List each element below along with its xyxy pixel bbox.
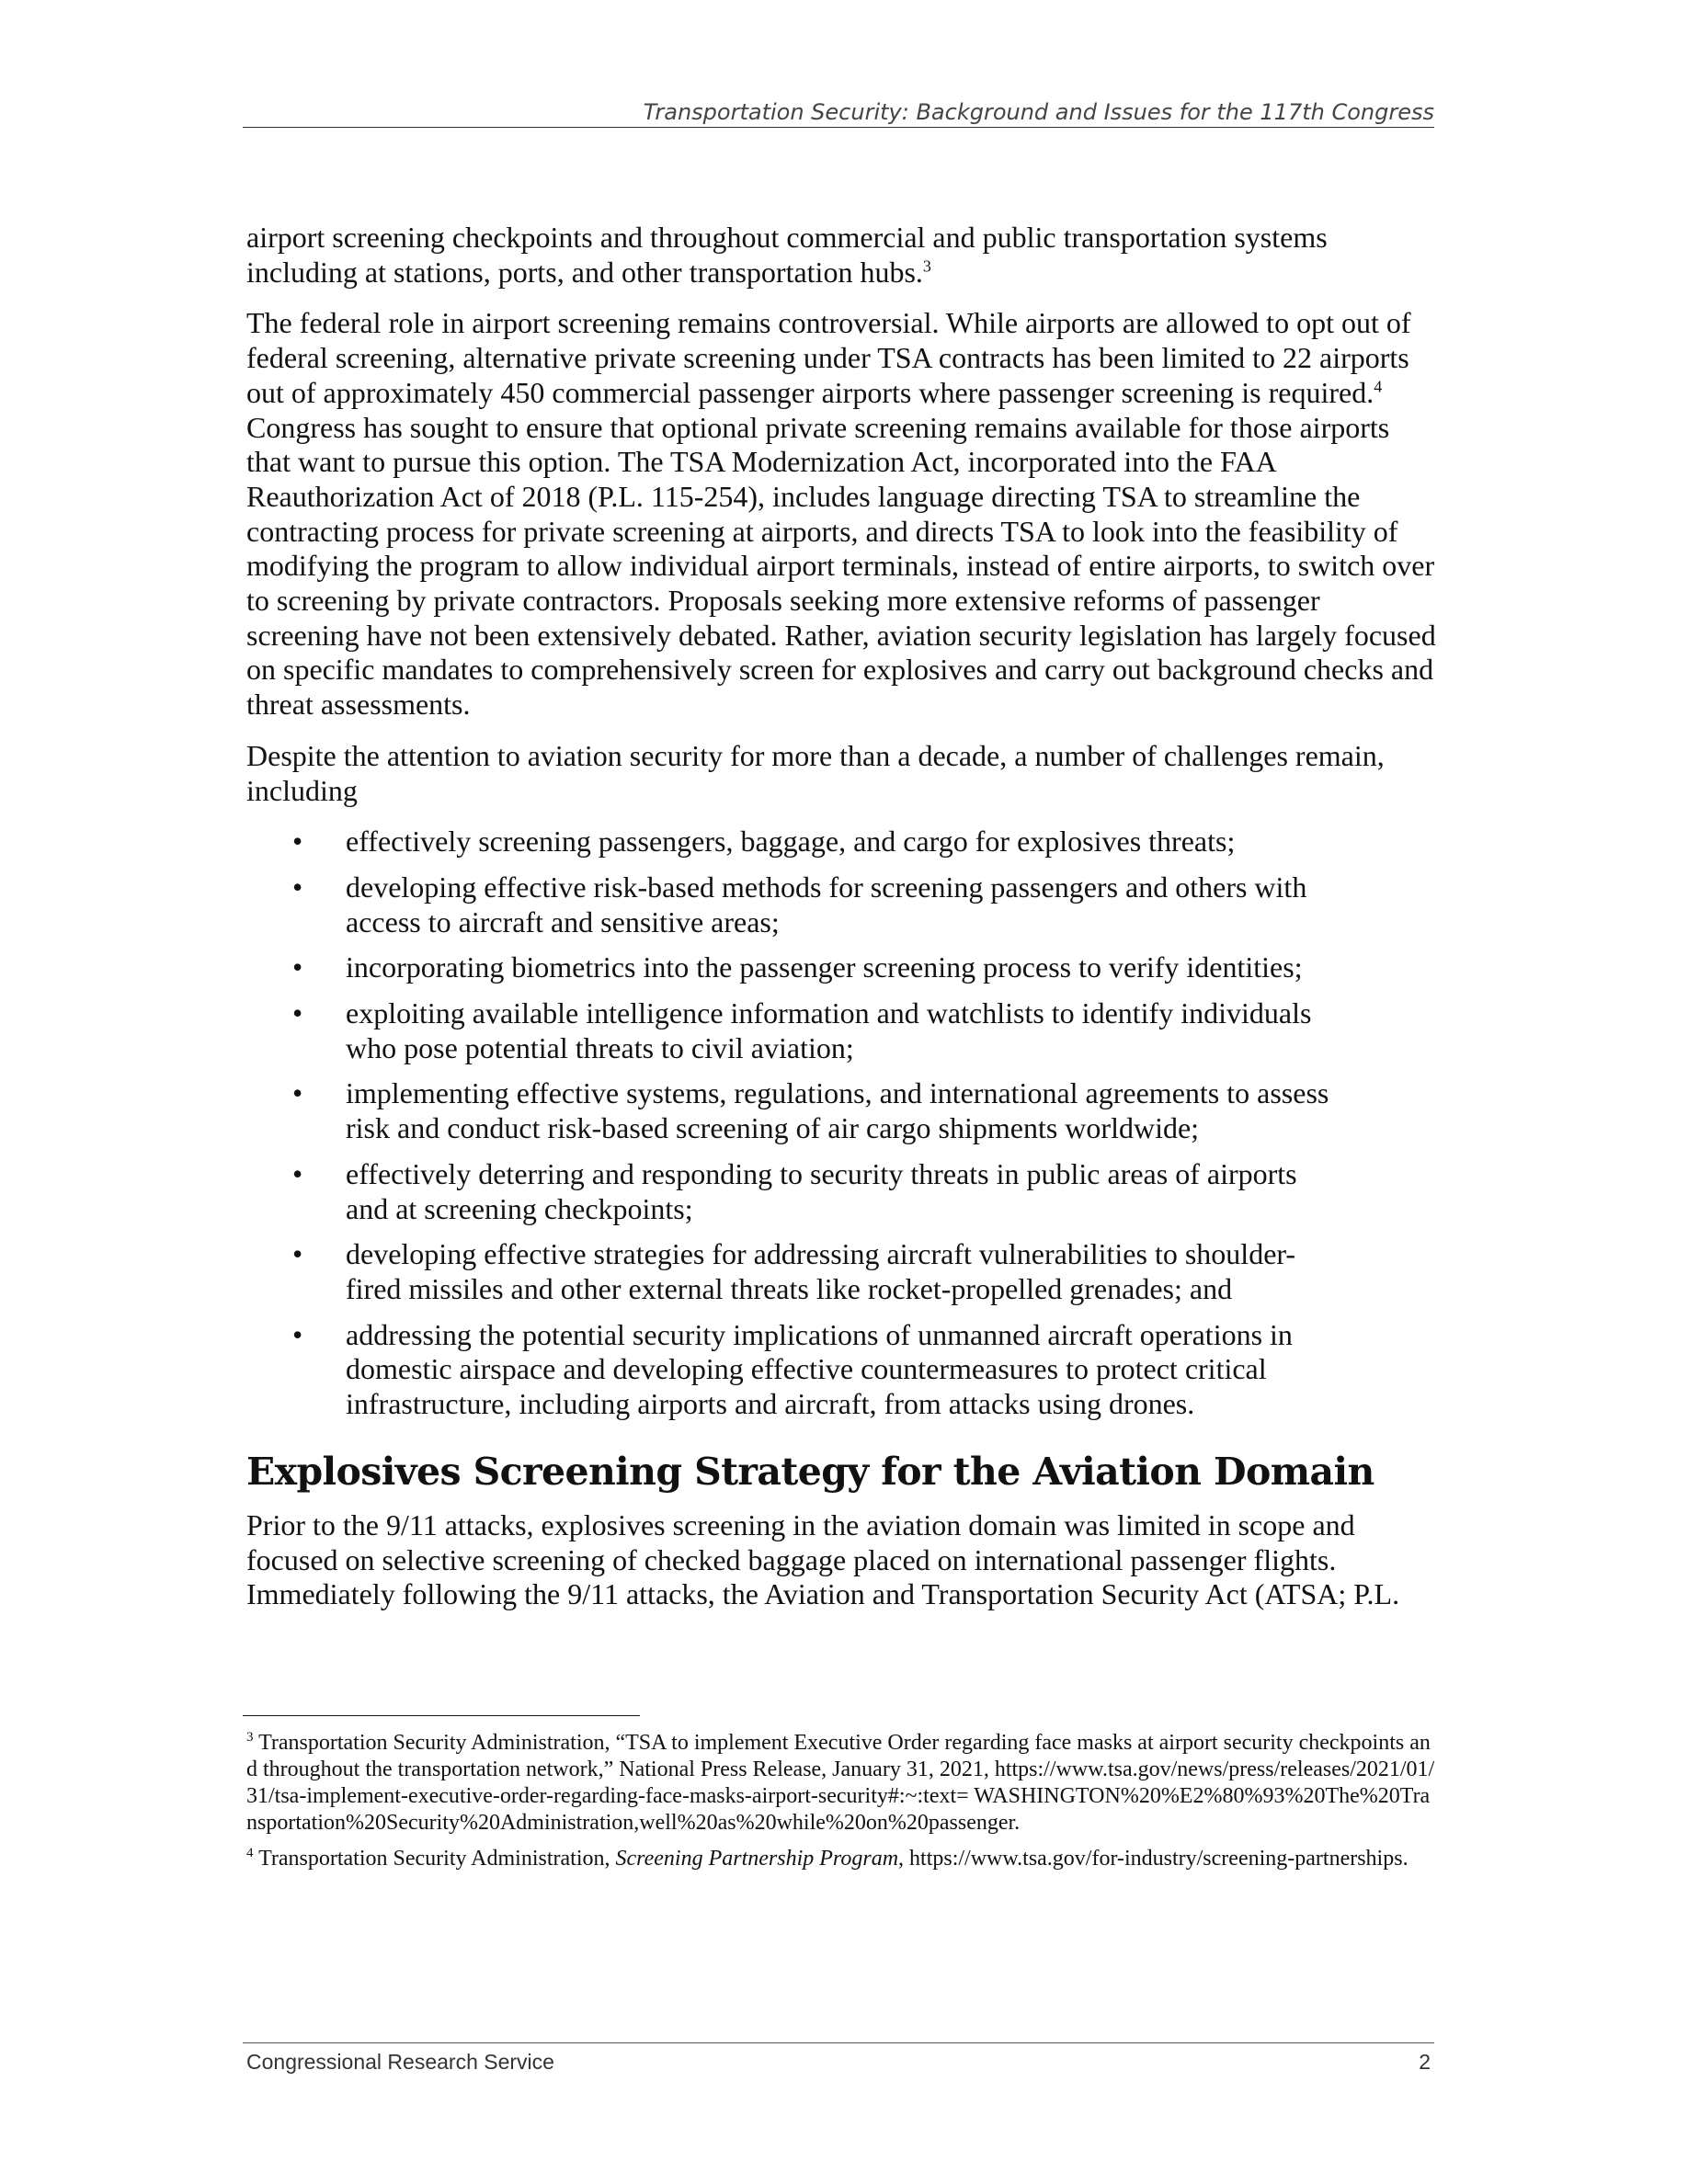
section-heading: Explosives Screening Strategy for the Aviation Domain [246, 1449, 1374, 1494]
list-item-text: developing effective strategies for addressing aircraft vulnerabilities to shoulder-fired missiles and other external threats like rocket-propelled grenades; and [346, 1237, 1296, 1305]
list-item-text: addressing the potential security implications of unmanned aircraft operations in domestic airspace and developing effective countermeasures to protect critical infrastructure, including airports and aircraft, from attacks using drones. [346, 1317, 1293, 1421]
footnote-text: , https://www.tsa.gov/for-industry/screening-partnerships. [898, 1847, 1409, 1871]
list-item [246, 1076, 1436, 1145]
footnote-ref-4[interactable]: 4 [1374, 377, 1383, 396]
bullet-icon: • [292, 950, 303, 984]
list-item [246, 825, 1436, 859]
footnotes [246, 1730, 1436, 1882]
footnote-text: Transportation Security Administration, [253, 1847, 616, 1871]
bullet-icon: • [292, 1156, 303, 1190]
footer-rule [243, 2042, 1434, 2043]
list-item-text: effectively screening passengers, baggage, and cargo for explosives threats; [346, 825, 1236, 859]
list-item-text: effectively deterring and responding to security threats in public areas of airports and at screening checkpoints; [346, 1156, 1297, 1225]
list-item [246, 1318, 1436, 1422]
footnote-3 [246, 1730, 1436, 1837]
list-item-text: developing effective risk-based methods for screening passengers and others with access to aircraft and sensitive areas; [346, 870, 1307, 938]
list-item-text: incorporating biometrics into the passenger screening process to verify identities; [346, 950, 1303, 984]
paragraph-explosives-screening: Prior to the 9/11 attacks, explosives screening in the aviation domain was limited in scope and focused on selective screening of checked baggage placed on international passenger flights. Immediately following the 9/11 attacks, the Aviation and Transportation Security Act (ATSA; P.L. [246, 1507, 1400, 1611]
paragraph-challenges-intro: Despite the attention to aviation security for more than a decade, a number of challenges remain, including [246, 738, 1385, 807]
bullet-icon: • [292, 870, 303, 904]
list-item-text: implementing effective systems, regulations, and international agreements to assess risk and conduct risk-based screening of air cargo shipments worldwide; [346, 1076, 1329, 1145]
footnote-italic-title: Screening Partnership Program [615, 1847, 899, 1871]
footnote-4 [246, 1846, 1436, 1872]
footer-publisher: Congressional Research Service [246, 2050, 554, 2074]
paragraph-continuation [246, 221, 1436, 290]
bullet-icon: • [292, 825, 303, 859]
paragraph-federal-role [246, 306, 1436, 722]
paragraph-text: The federal role in airport screening remains controversial. While airports are allowed to opt out of federal screening, alternative private screening under TSA contracts has been limited to 22 airports out of approximately 450 commercial passenger airports where passenger screening is required. [246, 306, 1411, 409]
running-header: Transportation Security: Background and Issues for the 117th Congress [643, 99, 1434, 125]
header-rule [243, 127, 1434, 128]
list-item-text: exploiting available intelligence information and watchlists to identify individuals who pose potential threats to civil aviation; [346, 996, 1312, 1064]
footnote-number: 3 [246, 1730, 254, 1745]
list-item [246, 870, 1436, 939]
list-item [246, 1237, 1436, 1306]
list-item [246, 950, 1436, 985]
page-number: 2 [1419, 2050, 1431, 2074]
bullet-icon: • [292, 1076, 303, 1110]
footnote-number: 4 [246, 1846, 254, 1860]
challenges-list [246, 825, 1436, 1422]
footnote-ref-3[interactable]: 3 [922, 256, 931, 276]
paragraph-text: airport screening checkpoints and throughout commercial and public transportation systems including at stations, ports, and other transportation hubs. [246, 221, 1328, 289]
bullet-icon: • [292, 1237, 303, 1271]
body-text [246, 221, 1436, 1629]
bullet-icon: • [292, 996, 303, 1030]
list-item [246, 996, 1436, 1065]
footnote-separator [243, 1715, 640, 1716]
footnote-text: Transportation Security Administration, “TSA to implement Executive Order regarding face masks at airport security checkpoints and throughout the transportation network,” National Press Release, January 31, 2021, https://www.tsa.gov/news/press/releases/2021/01/31/tsa-implement-executive-order-regarding-face-masks-airport-security#:~:text= WASHINGTON%20%E2%80%93%20The%20Transportation%20Security%20Administration,well%20as%20while%20on%20passenger. [246, 1731, 1435, 1835]
bullet-icon: • [292, 1317, 303, 1351]
list-item [246, 1157, 1436, 1226]
paragraph-text: Congress has sought to ensure that optional private screening remains available for those airports that want to pursue this option. The TSA Modernization Act, incorporated into the FAA Reauthorization Act of 2018 (P.L. 115-254), includes language directing TSA to streamline the contracting process for private screening at airports, and directs TSA to look into the feasibility of modifying the program to allow individual airport terminals, instead of entire airports, to switch over to screening by private contractors. Proposals seeking more extensive reforms of passenger screening have not been extensively debated. Rather, aviation security legislation has largely focused on specific mandates to comprehensively screen for explosives and carry out background checks and threat assessments. [246, 410, 1436, 722]
